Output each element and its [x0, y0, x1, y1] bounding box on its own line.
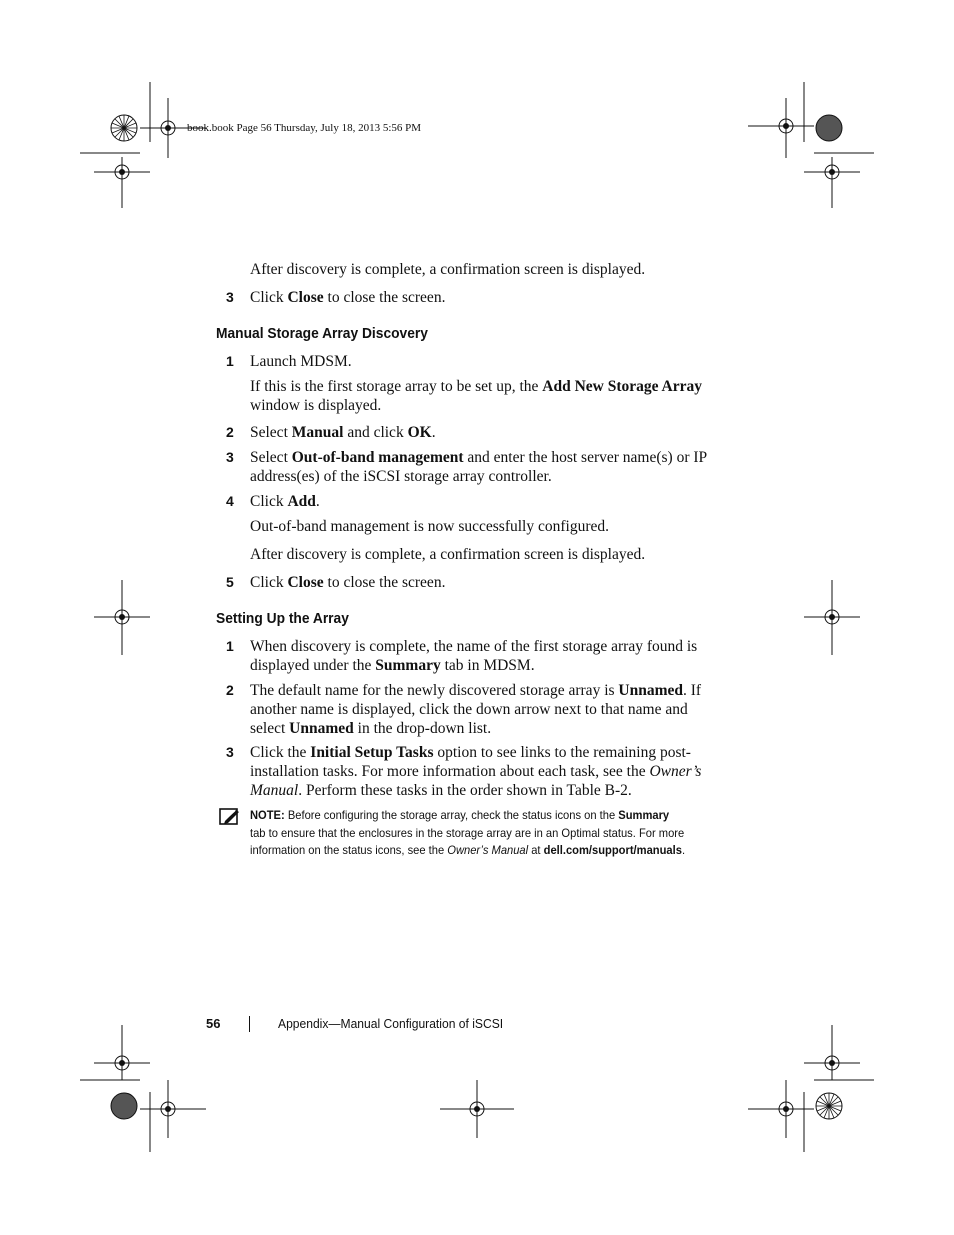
intro-step-3: Click Close to close the screen. [250, 289, 446, 306]
manual-step-3: Select Out-of-band management and enter the host server name(s) or IP address(es) of the iSCSI storage array controller. [250, 449, 707, 485]
manual-step-4: Click Add. [250, 493, 320, 510]
print-header-stamp: book.book Page 56 Thursday, July 18, 2013 5:56 PM [187, 122, 422, 134]
step-number: 5 [226, 574, 234, 590]
intro-paragraph: After discovery is complete, a confirmation screen is displayed. [250, 261, 646, 278]
page-number: 56 [206, 1016, 221, 1031]
step-number: 2 [226, 424, 234, 440]
footer-chapter-title: Appendix—Manual Configuration of iSCSI [278, 1016, 504, 1031]
manual-step-5: Click Close to close the screen. [250, 574, 446, 591]
registration-disc-bottom-left [111, 1093, 137, 1119]
manual-step-2: Select Manual and click OK. [250, 424, 436, 441]
registration-disc-top-left [111, 115, 137, 141]
note-pencil-icon [219, 808, 241, 826]
registration-disc-bottom-right [816, 1093, 842, 1119]
section-heading-manual-discovery: Manual Storage Array Discovery [216, 325, 428, 342]
step-number: 3 [226, 449, 234, 465]
note-box: NOTE: Before configuring the storage array, check the status icons on the Summary tab to ensure that the enclosures in the storage array are in an Optimal status. For more information on the status icons, see the Owner’s Manual at dell.com/support/manuals. [250, 808, 686, 857]
step-number: 3 [226, 744, 234, 760]
step-number: 3 [226, 289, 234, 305]
setup-step-3: Click the Initial Setup Tasks option to see links to the remaining post-installation tasks. For more information about each task, see the Owner’s Manual. Perform these tasks in the order shown in Table B-2. [250, 744, 702, 799]
manual-confirmation-paragraph: After discovery is complete, a confirmation screen is displayed. [250, 546, 646, 563]
registration-disc-top-right [816, 115, 842, 141]
manual-step-1: Launch MDSM. [250, 353, 352, 370]
setup-step-2: The default name for the newly discovered storage array is Unnamed. If another name is displayed, click the down arrow next to that name and select Unnamed in the drop-down list. [250, 682, 702, 737]
step-number: 1 [226, 638, 234, 654]
step-number: 1 [226, 353, 234, 369]
footer-divider [249, 1016, 250, 1032]
section-heading-setting-up: Setting Up the Array [216, 610, 349, 627]
manual-status-paragraph: Out-of-band management is now successfully configured. [250, 518, 609, 535]
step-number: 2 [226, 682, 234, 698]
step-number: 4 [226, 493, 234, 509]
setup-step-1: When discovery is complete, the name of the first storage array found is displayed under the Summary tab in MDSM. [250, 638, 698, 674]
manual-step-1-detail: If this is the first storage array to be set up, the Add New Storage Array window is displayed. [250, 378, 702, 414]
